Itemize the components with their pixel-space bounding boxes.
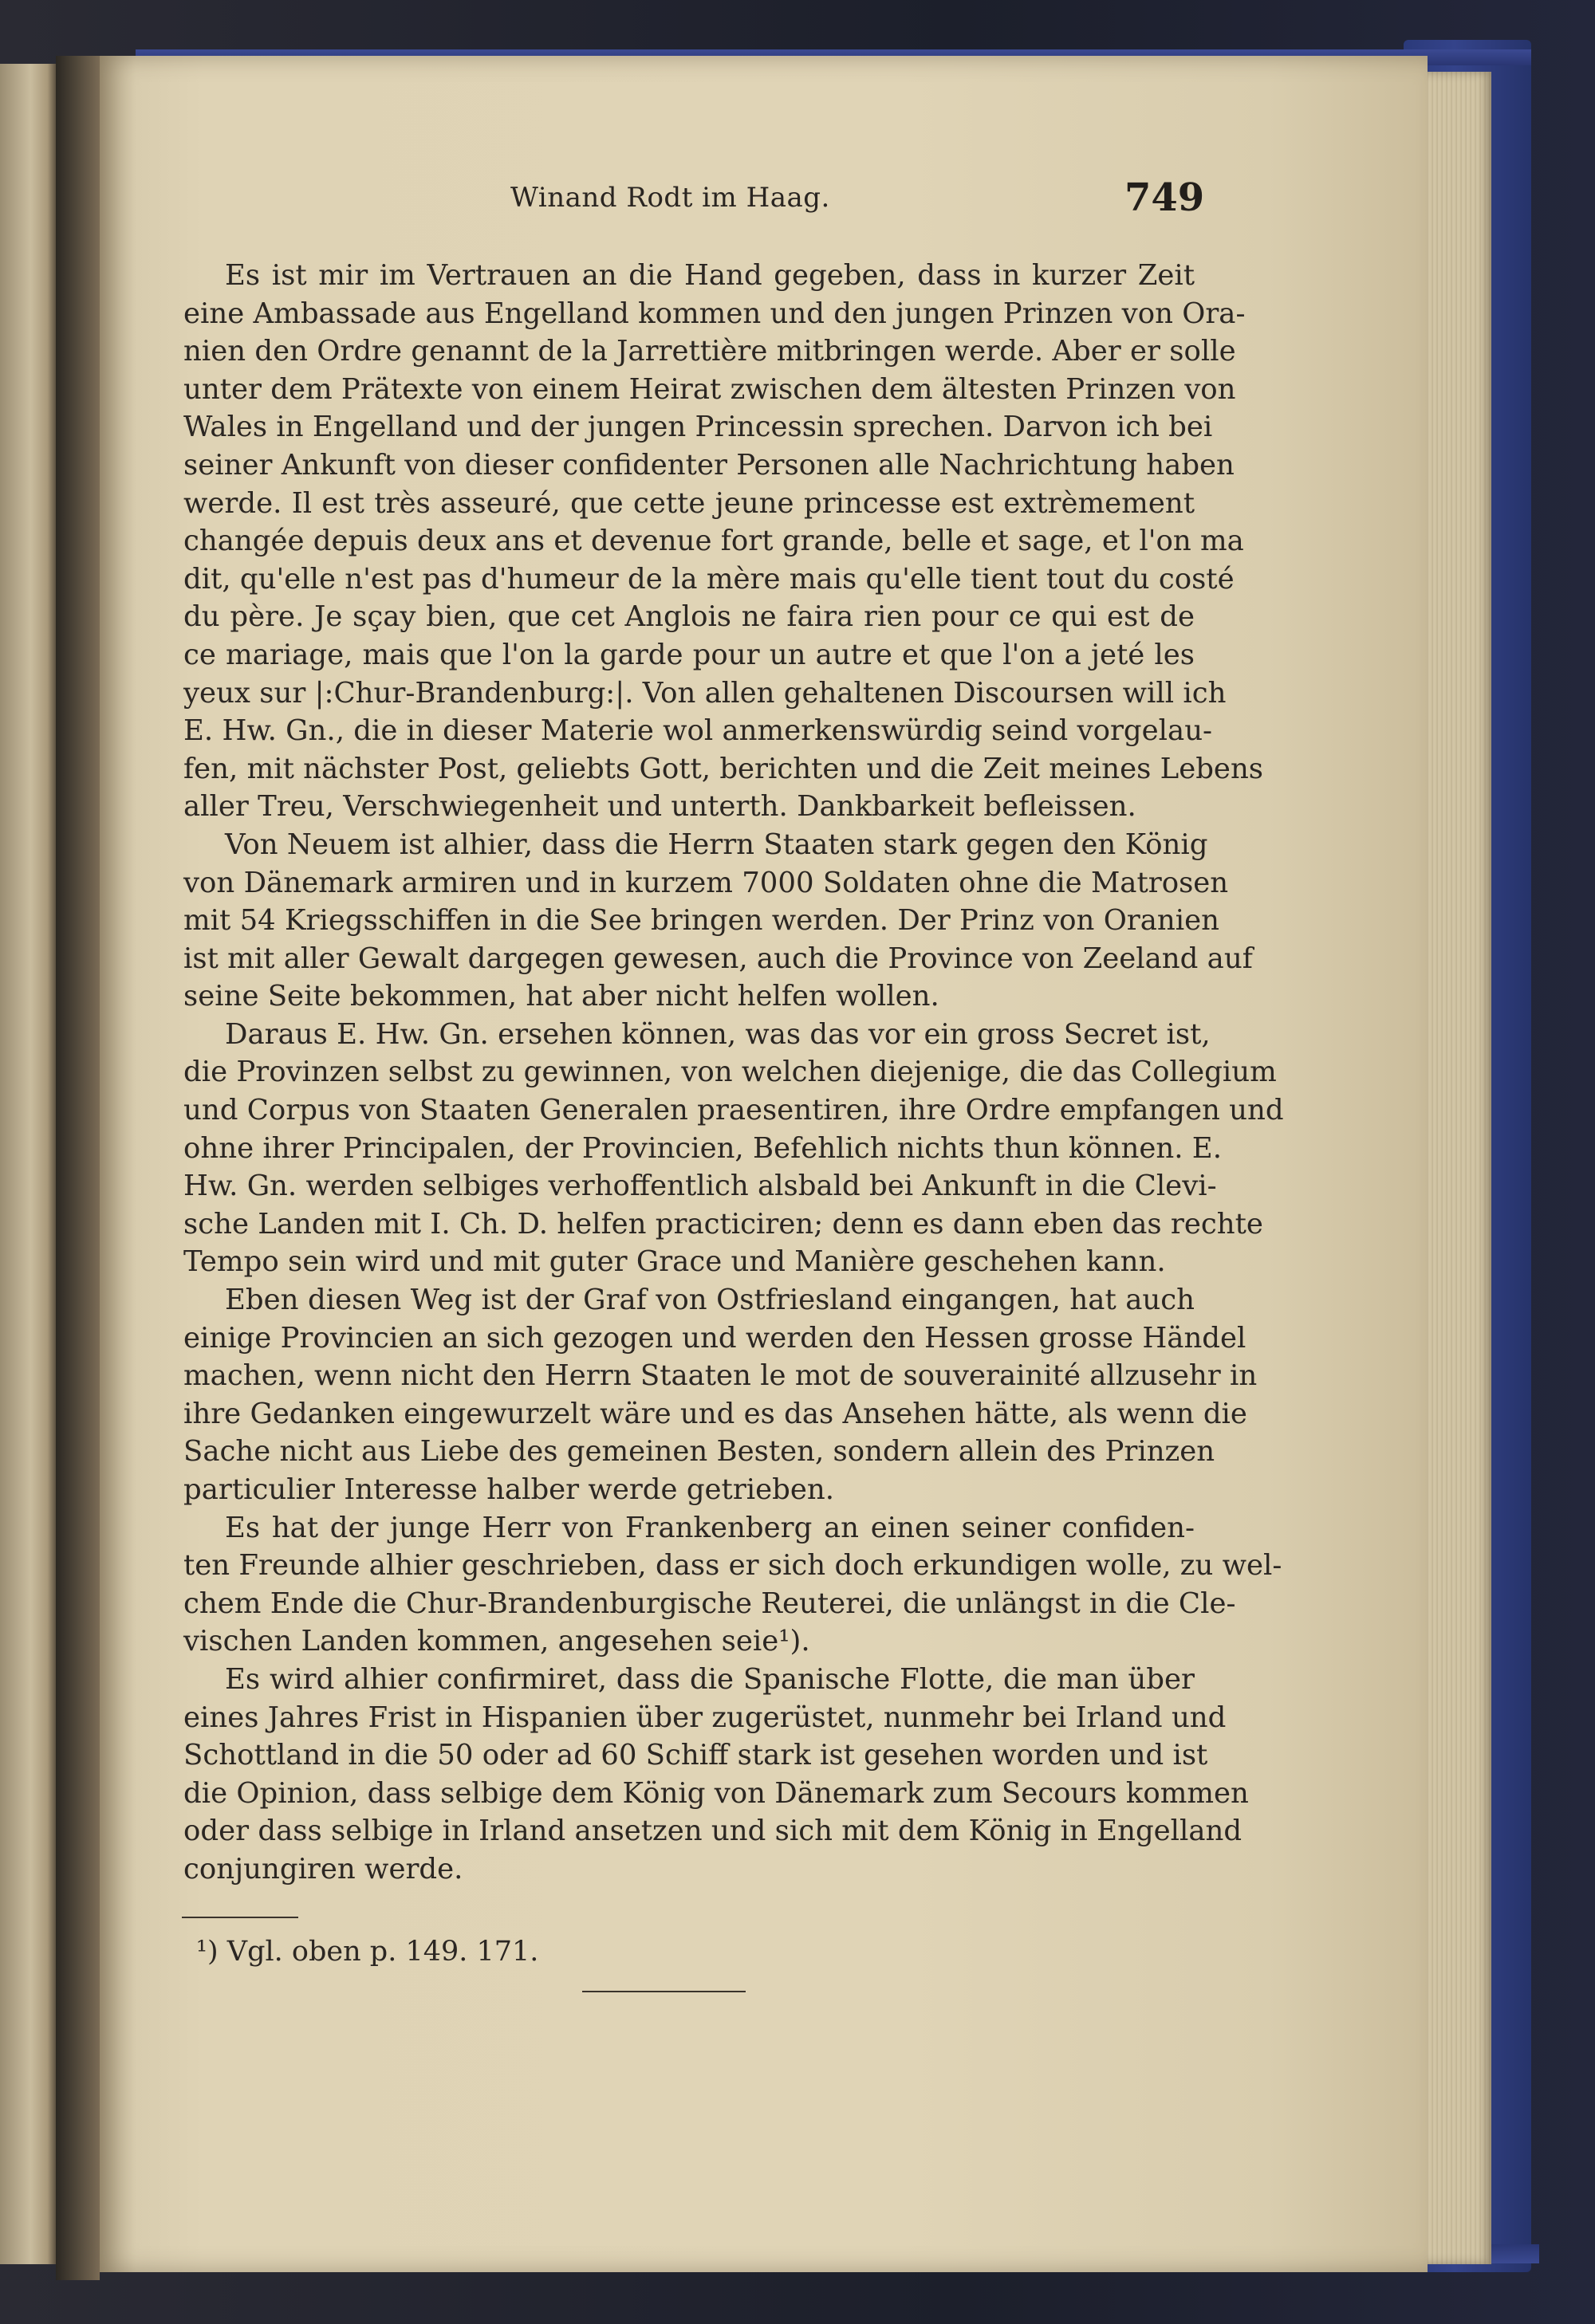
text-line: werde. Il est très asseuré, que cette jeune princesse est extrèmement — [183, 486, 1195, 520]
text-line: ohne ihrer Principalen, der Provincien, Befehlich nichts thun können. E. — [183, 1131, 1222, 1165]
page-number: 749 — [1124, 175, 1205, 220]
facing-page-sliver — [0, 64, 56, 2264]
body-text — [183, 257, 1284, 1889]
text-line: eines Jahres Frist in Hispanien über zugerüstet, nunmehr bei Irland und — [183, 1701, 1227, 1734]
text-line: ten Freunde alhier geschrieben, dass er sich doch erkundigen wolle, zu wel- — [183, 1549, 1282, 1583]
text-line: von Dänemark armiren und in kurzem 7000 Soldaten ohne die Matrosen — [183, 866, 1229, 899]
text-line: machen, wenn nicht den Herrn Staaten le mot de souverainité allzusehr in — [183, 1359, 1258, 1393]
text-line: chem Ende die Chur-Brandenburgische Reuterei, die unlängst in die Cle- — [183, 1587, 1236, 1620]
text-line: du père. Je sçay bien, que cet Anglois ne faira rien pour ce qui est de — [183, 600, 1195, 634]
text-line: vischen Landen kommen, angesehen seie¹). — [183, 1625, 810, 1658]
text-line: oder dass selbige in Irland ansetzen und sich mit dem König in Engelland — [183, 1815, 1243, 1848]
text-line: die Provinzen selbst zu gewinnen, von welchen diejenige, die das Collegium — [183, 1056, 1277, 1089]
text-line: mit 54 Kriegsschiffen in die See bringen werden. Der Prinz von Oranien — [183, 904, 1220, 938]
text-line: seine Seite bekommen, hat aber nicht helfen wollen. — [183, 980, 939, 1013]
footnote: ¹) Vgl. oben p. 149. 171. — [196, 1936, 539, 1968]
text-line: Es wird alhier confirmiret, dass die Spanische Flotte, die man über — [225, 1662, 1195, 1696]
text-line: eine Ambassade aus Engelland kommen und den jungen Prinzen von Ora- — [183, 297, 1246, 330]
text-line: fen, mit nächster Post, geliebts Gott, berichten und die Zeit meines Lebens — [183, 752, 1264, 785]
text-line: Sache nicht aus Liebe des gemeinen Besten, sondern allein des Prinzen — [183, 1435, 1215, 1469]
book-gutter — [56, 56, 100, 2280]
text-line: Eben diesen Weg ist der Graf von Ostfriesland eingangen, hat auch — [225, 1284, 1195, 1317]
text-line: Schottland in die 50 oder ad 60 Schiff stark ist gesehen worden und ist — [183, 1739, 1208, 1772]
end-rule — [582, 1991, 746, 1992]
text-line: Hw. Gn. werden selbiges verhoffentlich alsbald bei Ankunft in die Clevi- — [183, 1170, 1217, 1203]
running-head: Winand Rodt im Haag. — [510, 182, 830, 214]
text-line: particulier Interesse halber werde getrieben. — [183, 1473, 835, 1506]
text-line: dit, qu'elle n'est pas d'humeur de la mère mais qu'elle tient tout du costé — [183, 562, 1235, 596]
text-line: einige Provincien an sich gezogen und werden den Hessen grosse Händel — [183, 1321, 1246, 1355]
text-line: ihre Gedanken eingewurzelt wäre und es das Ansehen hätte, als wenn die — [183, 1397, 1247, 1430]
text-line: seiner Ankunft von dieser confidenter Personen alle Nachrichtung haben — [183, 448, 1235, 482]
text-line: und Corpus von Staaten Generalen praesentiren, ihre Ordre empfangen und — [183, 1094, 1284, 1127]
text-line: ist mit aller Gewalt dargegen gewesen, auch die Province von Zeeland auf — [183, 942, 1253, 975]
text-line: Es hat der junge Herr von Frankenberg an einen seiner confiden- — [225, 1511, 1195, 1544]
text-line: Es ist mir im Vertrauen an die Hand gegeben, dass in kurzer Zeit — [225, 259, 1195, 292]
text-line: changée depuis deux ans et devenue fort grande, belle et sage, et l'on ma — [183, 525, 1244, 558]
text-line: Von Neuem ist alhier, dass die Herrn Staaten stark gegen den König — [225, 828, 1208, 861]
text-line: unter dem Prätexte von einem Heirat zwischen dem ältesten Prinzen von — [183, 372, 1236, 406]
text-line: sche Landen mit I. Ch. D. helfen practiciren; denn es dann eben das rechte — [183, 1207, 1263, 1241]
text-line: Daraus E. Hw. Gn. ersehen können, was das vor ein gross Secret ist, — [225, 1017, 1211, 1051]
text-line: Tempo sein wird und mit guter Grace und Manière geschehen kann. — [183, 1245, 1166, 1279]
text-line: E. Hw. Gn., die in dieser Materie wol anmerkenswürdig seind vorgelau- — [183, 714, 1213, 748]
page-header — [0, 175, 1595, 238]
text-line: conjungiren werde. — [183, 1852, 463, 1886]
footnote-rule — [182, 1917, 298, 1918]
text-line: nien den Ordre genannt de la Jarrettière mitbringen werde. Aber er solle — [183, 335, 1236, 368]
text-line: Wales in Engelland und der jungen Princessin sprechen. Darvon ich bei — [183, 411, 1213, 444]
text-line: die Opinion, dass selbige dem König von Dänemark zum Secours kommen — [183, 1776, 1249, 1810]
text-line: ce mariage, mais que l'on la garde pour un autre et que l'on a jeté les — [183, 638, 1195, 671]
text-line: yeux sur |:Chur-Brandenburg:|. Von allen gehaltenen Discoursen will ich — [183, 676, 1227, 710]
text-line: aller Treu, Verschwiegenheit und unterth. Dankbarkeit befleissen. — [183, 790, 1136, 824]
